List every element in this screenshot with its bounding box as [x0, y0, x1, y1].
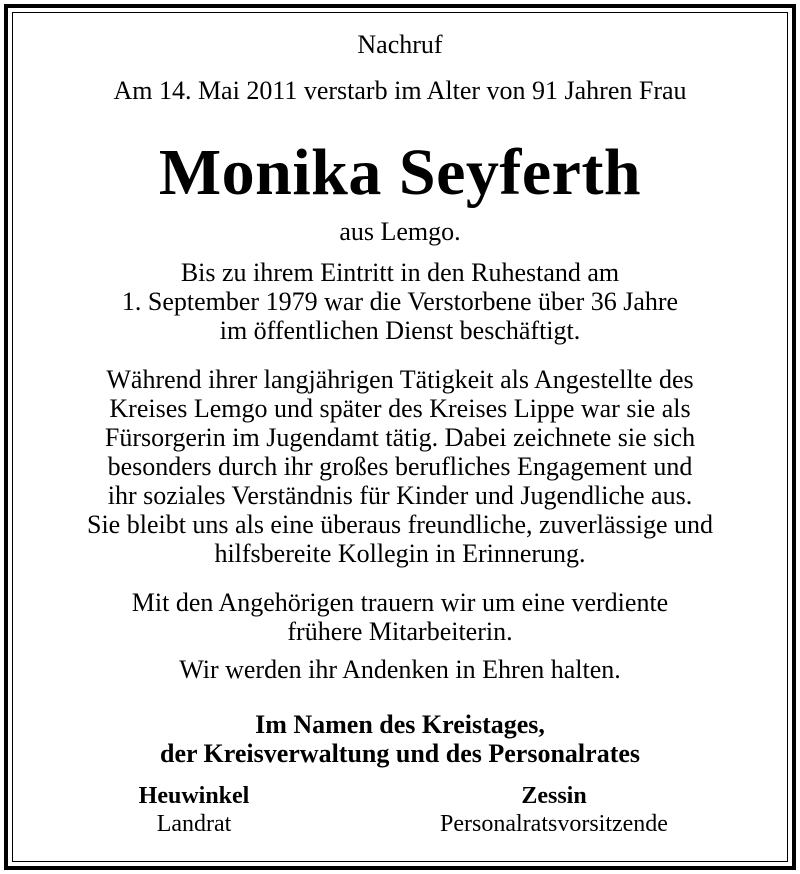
paragraph-line: Sie bleibt uns als eine überaus freundliche, zuverlässige und: [87, 510, 713, 539]
signatory-left: [94, 782, 294, 838]
paragraph-line: Bis zu ihrem Eintritt in den Ruhestand am: [180, 258, 620, 287]
notice-intro: Am 14. Mai 2011 verstarb im Alter von 91 Jahren Frau: [113, 76, 687, 105]
on-behalf-line: Im Namen des Kreistages,: [255, 710, 545, 739]
paragraph-mourning: [14, 588, 786, 646]
paragraph-line: Während ihrer langjährigen Tätigkeit als Angestellte des: [106, 365, 694, 394]
paragraph-career: [14, 258, 786, 345]
closing-line: Wir werden ihr Andenken in Ehren halten.: [179, 655, 621, 684]
signatory-name: Zessin: [521, 783, 587, 809]
deceased-name: Monika Seyferth: [158, 136, 642, 209]
paragraph-line: 1. September 1979 war die Verstorbene über 36 Jahre: [121, 287, 679, 316]
signatory-title: Landrat: [156, 811, 232, 837]
on-behalf-line: der Kreisverwaltung und des Personalrates: [159, 739, 641, 768]
signatory-right: [394, 782, 714, 838]
paragraph-work: [14, 365, 786, 568]
paragraph-line: Fürsorgerin im Jugendamt tätig. Dabei zeichnete sie sich: [104, 423, 696, 452]
notice-heading: Nachruf: [357, 30, 443, 59]
paragraph-line: im öffentlichen Dienst beschäftigt.: [219, 316, 581, 345]
paragraph-line: besonders durch ihr großes berufliches Engagement und: [107, 452, 693, 481]
deceased-origin: aus Lemgo.: [339, 217, 461, 246]
signatory-title: Personalratsvorsitzende: [440, 811, 668, 837]
signatory-name: Heuwinkel: [138, 783, 250, 809]
paragraph-line: frühere Mitarbeiterin.: [287, 617, 513, 646]
on-behalf-block: [14, 710, 786, 768]
paragraph-line: hilfsbereite Kollegin in Erinnerung.: [214, 539, 586, 568]
paragraph-line: Kreises Lemgo und später des Kreises Lippe war sie als: [109, 394, 691, 423]
paragraph-line: ihr soziales Verständnis für Kinder und Jugendliche aus.: [107, 481, 693, 510]
paragraph-line: Mit den Angehörigen trauern wir um eine verdiente: [131, 588, 669, 617]
